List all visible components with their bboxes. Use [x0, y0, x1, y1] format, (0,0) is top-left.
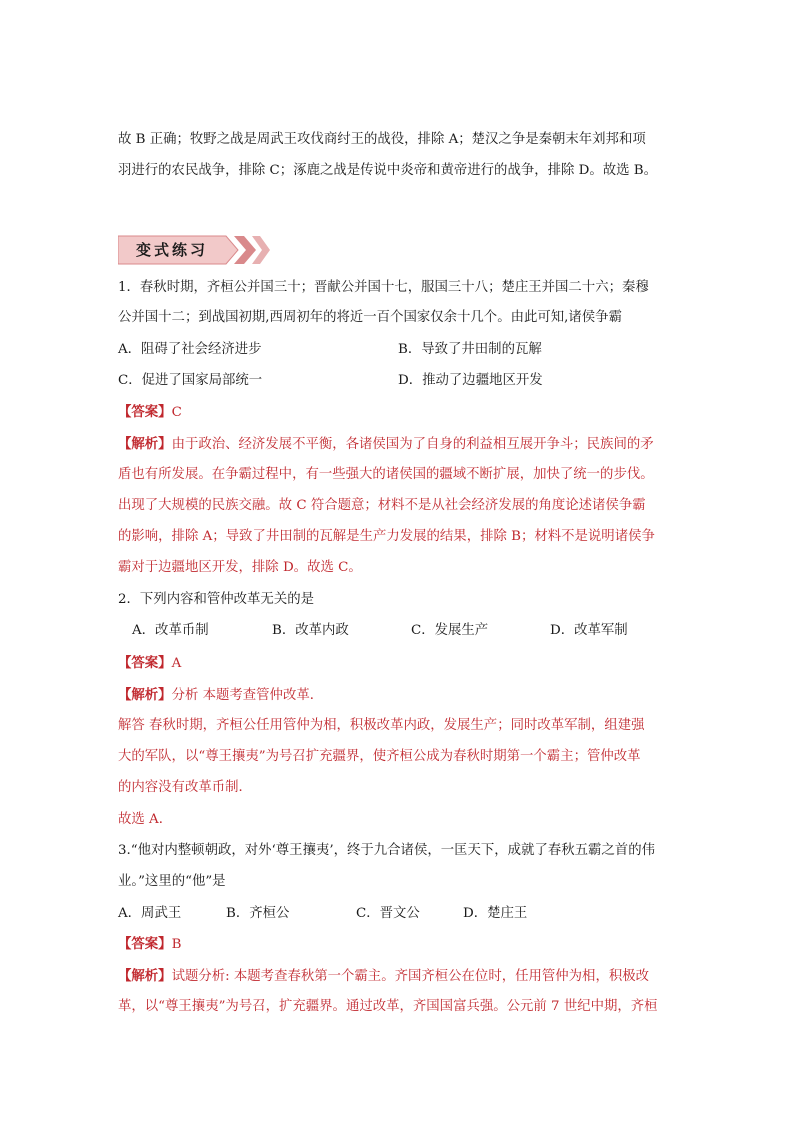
section-banner: [118, 234, 270, 266]
q1-analysis-line-2: 盾也有所发展。在争霸过程中，有一些强大的诸侯国的疆域不断扩展，加快了统一的步伐。: [118, 467, 654, 482]
q1-option-b: B．导致了井田制的瓦解: [398, 342, 542, 357]
q2-option-c: C．发展生产: [411, 623, 489, 638]
q3-stem-line-2: 业。”这里的“他”是: [118, 874, 226, 889]
q2-analysis-text-1: 分析 本题考查管仲改革．: [171, 688, 324, 703]
q1-option-d: D．推动了边疆地区开发: [398, 373, 543, 388]
q1-stem-line-1: 1．春秋时期，齐桓公并国三十；晋献公并国十七，服国三十八；楚庄王并国二十六；秦穆: [118, 280, 649, 295]
q3-analysis-line-1: [118, 967, 649, 986]
q2-analysis-line-1: [118, 686, 323, 705]
q1-answer: [118, 403, 182, 422]
section-title: 变式练习: [136, 241, 209, 259]
q3-analysis-line-2: 革，以“尊王攘夷”为号召，扩充疆界。通过改革，齐国国富兵强。公元前 7 世纪中期，齐桓: [118, 999, 658, 1014]
q1-analysis-line-4: 的影响，排除 A；导致了井田制的瓦解是生产力发展的结果，排除 B；材料不是说明诸侯争: [118, 529, 655, 544]
q2-analysis-line-4: 的内容没有改革币制．: [118, 780, 252, 795]
q2-answer-tag: 【答案】: [118, 655, 172, 671]
q2-analysis-tag: 【解析】: [118, 687, 172, 703]
q3-answer-value: B: [171, 937, 182, 952]
q1-analysis-line-3: 出现了大规模的民族交融。故 C 符合题意；材料不是从社会经济发展的角度论述诸侯争霸: [118, 498, 646, 513]
q3-option-d: D．楚庄王: [463, 906, 528, 921]
q1-analysis-tag: 【解析】: [118, 436, 172, 452]
q2-option-d: D．改革军制: [550, 623, 628, 638]
q2-option-a: A．改革币制: [132, 623, 209, 638]
q2-analysis-line-2: 解答 春秋时期，齐桓公任用管仲为相，积极改革内政，发展生产；同时改革军制，组建强: [118, 718, 645, 733]
q3-analysis-text-1: 试题分析: 本题考查春秋第一个霸主。齐国齐桓公在位时，任用管仲为相，积极改: [171, 969, 649, 984]
q1-answer-value: C: [171, 405, 182, 420]
q3-stem-line-1: 3.“他对内整顿朝政，对外‘尊王攘夷’，终于九合诸侯，一匡天下，成就了春秋五霸之首的伟: [118, 843, 655, 858]
q1-analysis-line-1: [118, 435, 654, 454]
q1-stem-line-2: 公并国十二；到战国初期,西周初年的将近一百个国家仅余十几个。由此可知,诸侯争霸: [118, 310, 622, 325]
q1-option-c: C．促进了国家局部统一: [118, 373, 263, 388]
q2-stem: 2．下列内容和管仲改革无关的是: [118, 592, 314, 607]
q3-option-c: C．晋文公: [356, 906, 420, 921]
q2-option-b: B．改革内政: [272, 623, 349, 638]
q2-answer-value: A: [171, 656, 182, 671]
q1-answer-tag: 【答案】: [118, 404, 172, 420]
intro-line-1: 故 B 正确；牧野之战是周武王攻伐商纣王的战役，排除 A；楚汉之争是秦朝末年刘邦和项: [118, 132, 646, 147]
q3-answer-tag: 【答案】: [118, 936, 172, 952]
q1-analysis-text-1: 由于政治、经济发展不平衡，各诸侯国为了自身的利益相互展开争斗；民族间的矛: [171, 437, 654, 452]
q2-analysis-line-5: 故选 A．: [118, 812, 173, 827]
q3-option-a: A．周武王: [118, 906, 182, 921]
q3-option-b: B．齐桓公: [226, 906, 290, 921]
q3-analysis-tag: 【解析】: [118, 968, 172, 984]
q2-answer: [118, 654, 181, 673]
q1-option-a: A．阻碍了社会经济进步: [118, 342, 262, 357]
q3-answer: [118, 935, 181, 954]
q2-analysis-line-3: 大的军队，以“尊王攘夷”为号召扩充疆界，使齐桓公成为春秋时期第一个霸主；管仲改革: [118, 749, 641, 764]
q1-analysis-line-5: 霸对于边疆地区开发，排除 D。故选 C。: [118, 560, 362, 575]
intro-line-2: 羽进行的农民战争，排除 C；涿鹿之战是传说中炎帝和黄帝进行的战争，排除 D。故选 B。: [118, 163, 658, 178]
